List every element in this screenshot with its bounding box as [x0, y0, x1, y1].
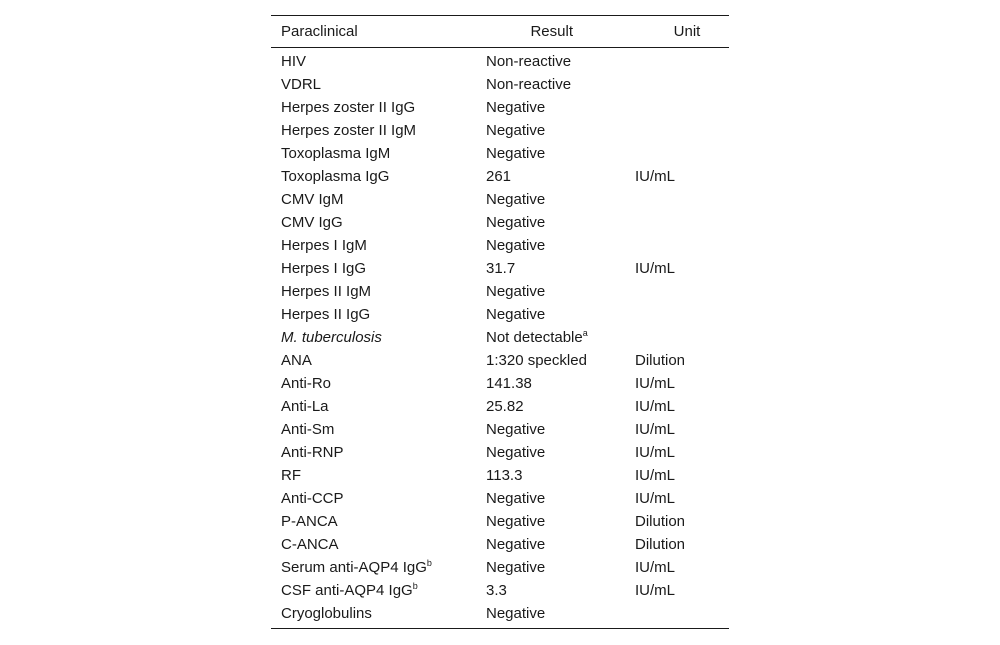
test-name: M. tuberculosis: [281, 329, 382, 346]
cell-result: [481, 579, 635, 602]
result-value: Negative: [486, 444, 546, 461]
table-row: [271, 510, 729, 533]
cell-result: [481, 234, 635, 257]
cell-test: [271, 464, 481, 487]
cell-unit: [635, 73, 729, 96]
cell-unit: Dilution: [635, 513, 686, 530]
cell-test: [271, 510, 481, 533]
table-row: [271, 326, 729, 349]
table-body: [271, 48, 729, 629]
result-value: 31.7: [486, 260, 516, 277]
result-value: Negative: [486, 490, 546, 507]
cell-unit: IU/mL: [635, 375, 676, 392]
test-name: Herpes II IgM: [281, 283, 372, 300]
test-name: Herpes II IgG: [281, 306, 371, 323]
table-row: [271, 257, 729, 280]
test-name: CMV IgG: [281, 214, 343, 231]
cell-unit: [635, 119, 729, 142]
cell-unit: Dilution: [635, 536, 686, 553]
result-value: 1:320 speckled: [486, 352, 587, 369]
test-name: Anti-La: [281, 398, 329, 415]
cell-unit: IU/mL: [635, 490, 676, 507]
cell-unit: [635, 142, 729, 165]
cell-test: [271, 211, 481, 234]
table-row: [271, 556, 729, 579]
result-value: Negative: [486, 214, 546, 231]
test-name: VDRL: [281, 76, 322, 93]
cell-test: [271, 50, 481, 73]
cell-result: [481, 50, 635, 73]
cell-result: [481, 441, 635, 464]
cell-unit: IU/mL: [635, 467, 676, 484]
test-name: Toxoplasma IgM: [281, 145, 391, 162]
table-row: [271, 349, 729, 372]
result-value: Negative: [486, 99, 546, 116]
cell-result: [481, 349, 635, 372]
test-name: Herpes I IgG: [281, 260, 367, 277]
result-value: Negative: [486, 122, 546, 139]
cell-test: [271, 188, 481, 211]
header-unit: Unit: [673, 23, 701, 40]
cell-unit: [635, 602, 729, 628]
footnote-marker: b: [426, 558, 432, 568]
cell-test: [271, 349, 481, 372]
table-row: [271, 73, 729, 96]
table-row: [271, 280, 729, 303]
cell-test: [271, 487, 481, 510]
cell-result: [481, 464, 635, 487]
test-name: CMV IgM: [281, 191, 344, 208]
cell-result: [481, 280, 635, 303]
test-name: Anti-Sm: [281, 421, 335, 438]
test-name: Herpes zoster II IgM: [281, 122, 417, 139]
test-name: Serum anti-AQP4 IgG: [281, 559, 427, 576]
table-row: [271, 602, 729, 628]
result-value: Negative: [486, 536, 546, 553]
test-name: C-ANCA: [281, 536, 339, 553]
cell-result: [481, 372, 635, 395]
result-value: Negative: [486, 421, 546, 438]
cell-test: [271, 257, 481, 280]
result-value: Negative: [486, 283, 546, 300]
table-row: [271, 464, 729, 487]
cell-result: [481, 487, 635, 510]
cell-test: [271, 372, 481, 395]
test-name: RF: [281, 467, 301, 484]
header-row: [271, 16, 729, 48]
test-name: CSF anti-AQP4 IgG: [281, 582, 413, 599]
cell-test: [271, 602, 481, 628]
cell-unit: [635, 303, 729, 326]
result-value: Negative: [486, 237, 546, 254]
table-row: [271, 142, 729, 165]
cell-result: [481, 257, 635, 280]
cell-test: [271, 234, 481, 257]
cell-test: [271, 326, 481, 349]
cell-result: [481, 395, 635, 418]
cell-test: [271, 142, 481, 165]
result-value: Negative: [486, 559, 546, 576]
footnote-marker: b: [412, 581, 418, 591]
cell-unit: [635, 50, 729, 73]
test-name: ANA: [281, 352, 312, 369]
result-value: Negative: [486, 306, 546, 323]
cell-result: [481, 188, 635, 211]
cell-result: [481, 418, 635, 441]
cell-test: [271, 418, 481, 441]
bottom-rule: [271, 628, 729, 629]
table-row: [271, 579, 729, 602]
cell-unit: Dilution: [635, 352, 686, 369]
table-row: [271, 119, 729, 142]
result-value: Non-reactive: [486, 76, 572, 93]
cell-unit: IU/mL: [635, 444, 676, 461]
cell-test: [271, 165, 481, 188]
table-row: [271, 188, 729, 211]
cell-result: [481, 556, 635, 579]
table-row: [271, 487, 729, 510]
cell-result: [481, 602, 635, 628]
table-row: [271, 533, 729, 556]
cell-result: [481, 73, 635, 96]
table-row: [271, 50, 729, 73]
table-row: [271, 211, 729, 234]
cell-unit: [635, 211, 729, 234]
test-name: Anti-RNP: [281, 444, 344, 461]
footnote-marker: a: [582, 328, 588, 338]
test-name: Toxoplasma IgG: [281, 168, 390, 185]
cell-unit: IU/mL: [635, 398, 676, 415]
cell-unit: IU/mL: [635, 582, 676, 599]
test-name: Anti-Ro: [281, 375, 332, 392]
cell-result: [481, 96, 635, 119]
table-row: [271, 165, 729, 188]
table-header: [271, 16, 729, 48]
test-name: Anti-CCP: [281, 490, 344, 507]
cell-test: [271, 556, 481, 579]
cell-result: [481, 303, 635, 326]
cell-test: [271, 395, 481, 418]
cell-test: [271, 579, 481, 602]
result-value: 141.38: [486, 375, 532, 392]
result-value: 25.82: [486, 398, 524, 415]
test-name: Herpes zoster II IgG: [281, 99, 416, 116]
result-value: Non-reactive: [486, 53, 572, 70]
table-row: [271, 303, 729, 326]
table-row: [271, 96, 729, 119]
header-paraclinical: Paraclinical: [281, 23, 358, 40]
lab-results-table: [271, 15, 729, 628]
cell-result: [481, 142, 635, 165]
test-name: Herpes I IgM: [281, 237, 367, 254]
cell-unit: [635, 234, 729, 257]
cell-test: [271, 73, 481, 96]
test-name: HIV: [281, 53, 307, 70]
table-row: [271, 418, 729, 441]
cell-result: [481, 326, 635, 349]
cell-unit: IU/mL: [635, 559, 676, 576]
cell-unit: [635, 280, 729, 303]
cell-test: [271, 303, 481, 326]
cell-unit: IU/mL: [635, 421, 676, 438]
header-result: Result: [530, 23, 573, 40]
table-row: [271, 372, 729, 395]
table-row: [271, 395, 729, 418]
cell-unit: IU/mL: [635, 260, 676, 277]
cell-test: [271, 533, 481, 556]
cell-unit: [635, 96, 729, 119]
cell-test: [271, 441, 481, 464]
result-value: Negative: [486, 513, 546, 530]
cell-test: [271, 280, 481, 303]
cell-unit: [635, 326, 729, 349]
cell-test: [271, 119, 481, 142]
cell-result: [481, 510, 635, 533]
result-value: 3.3: [486, 582, 507, 599]
cell-unit: [635, 188, 729, 211]
result-value: 113.3: [486, 467, 523, 484]
result-value: Negative: [486, 145, 546, 162]
cell-result: [481, 165, 635, 188]
cell-unit: IU/mL: [635, 168, 676, 185]
result-value: Negative: [486, 605, 546, 622]
cell-result: [481, 211, 635, 234]
result-value: Negative: [486, 191, 546, 208]
lab-results-table-container: [271, 15, 729, 629]
table-row: [271, 234, 729, 257]
cell-result: [481, 533, 635, 556]
table-row: [271, 441, 729, 464]
test-name: P-ANCA: [281, 513, 338, 530]
test-name: Cryoglobulins: [281, 605, 372, 622]
result-value: 261: [486, 168, 512, 185]
result-value: Not detectable: [486, 329, 583, 346]
cell-test: [271, 96, 481, 119]
cell-result: [481, 119, 635, 142]
